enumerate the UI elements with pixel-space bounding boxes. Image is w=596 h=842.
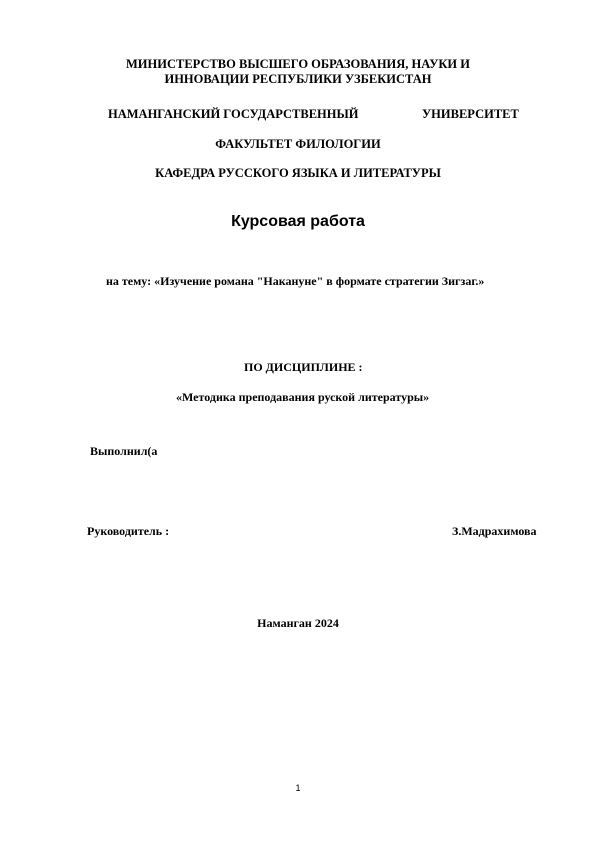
ministry-line-1: МИНИСТЕРСТВО ВЫСШЕГО ОБРАЗОВАНИЯ, НАУКИ И xyxy=(125,57,471,71)
ministry-line-2: ИННОВАЦИИ РЕСПУБЛИКИ УЗБЕКИСТАН xyxy=(164,72,432,86)
department-name: КАФЕДРА РУССКОГО ЯЗЫКА И ЛИТЕРАТУРЫ xyxy=(155,166,441,180)
university-name: НАМАНГАНСКИЙ ГОСУДАРСТВЕННЫЙ xyxy=(108,107,359,121)
faculty-name: ФАКУЛЬТЕТ ФИЛОЛОГИИ xyxy=(215,137,381,151)
discipline-label: ПО ДИСЦИПЛИНЕ : xyxy=(244,360,363,374)
supervisor-name: З.Мадрахимова xyxy=(452,524,537,538)
page-number: 1 xyxy=(295,783,301,793)
supervisor-label: Руководитель : xyxy=(87,524,170,538)
city-year: Наманган 2024 xyxy=(257,616,339,630)
university-word: УНИВЕРСИТЕТ xyxy=(422,107,519,121)
performer-label: Выполнил(а xyxy=(90,444,158,458)
work-topic: на тему: «Изучение романа "Накануне" в формате стратегии Зигзаг.» xyxy=(106,274,485,288)
work-type-title: Курсовая работа xyxy=(231,213,365,230)
discipline-name: «Методика преподавания руской литературы» xyxy=(176,390,430,404)
